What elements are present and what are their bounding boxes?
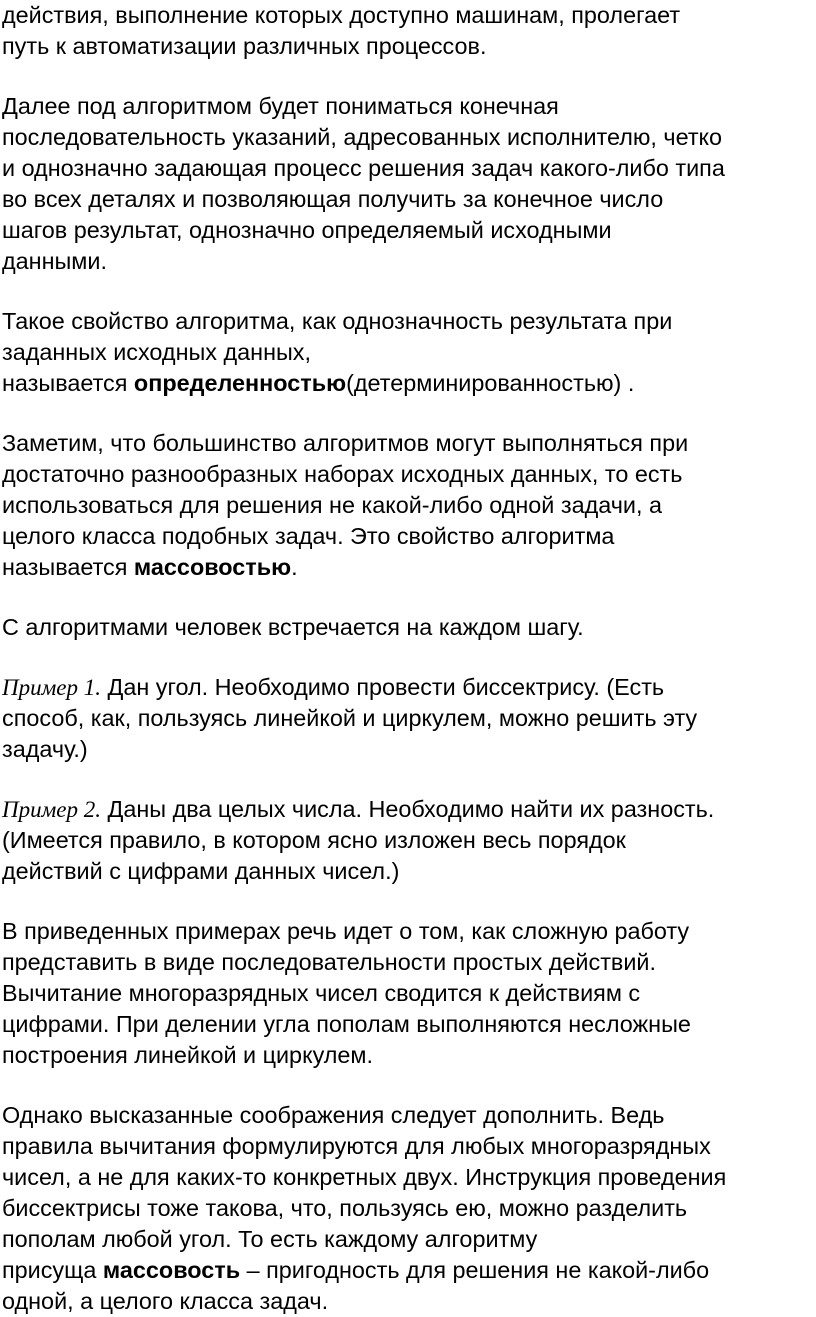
text-line — [2, 1009, 814, 1040]
text-line — [2, 1100, 814, 1131]
text-run: достаточно разнообразных наборах исходных данных, то есть — [2, 461, 683, 487]
text-line — [2, 459, 814, 490]
text-run: использоваться для решения не какой-либо одной задачи, а — [2, 492, 662, 518]
text-run: действий с цифрами данных чисел.) — [2, 858, 400, 884]
text-line — [2, 1131, 814, 1162]
text-run: целого класса подобных задач. Это свойство алгоритма — [2, 523, 615, 549]
text-line — [2, 1040, 814, 1071]
text-line — [2, 734, 814, 765]
paragraph — [2, 1100, 814, 1317]
text-line — [2, 978, 814, 1009]
paragraph — [2, 428, 814, 583]
text-line — [2, 306, 814, 337]
text-line — [2, 612, 814, 643]
text-run: способ, как, пользуясь линейкой и циркулем, можно решить эту — [2, 705, 698, 731]
paragraph — [2, 612, 814, 643]
paragraph-gap — [2, 399, 814, 428]
paragraph — [2, 0, 814, 62]
paragraph — [2, 794, 814, 887]
text-run: Такое свойство алгоритма, как однозначность результата при — [2, 308, 673, 334]
text-run: чисел, а не для каких-то конкретных двух. Инструкция проведения — [2, 1164, 727, 1190]
text-line — [2, 825, 814, 856]
text-run: последовательность указаний, адресованных исполнителю, четко — [2, 124, 723, 150]
text-run: и однозначно задающая процесс решения задач какого-либо типа — [2, 155, 725, 181]
paragraph — [2, 91, 814, 277]
text-line — [2, 184, 814, 215]
text-run: построения линейкой и циркулем. — [2, 1042, 373, 1068]
paragraph-gap — [2, 765, 814, 794]
text-run: Даны два целых числа. Необходимо найти их разность. — [101, 796, 715, 822]
text-run: путь к автоматизации различных процессов. — [2, 33, 487, 59]
text-run: заданных исходных данных, — [2, 339, 311, 365]
text-line — [2, 1162, 814, 1193]
text-line — [2, 368, 814, 399]
text-run: правила вычитания формулируются для любых многоразрядных — [2, 1133, 711, 1159]
text-line — [2, 215, 814, 246]
text-line — [2, 0, 814, 31]
text-run: . — [291, 554, 298, 580]
text-run: Далее под алгоритмом будет пониматься конечная — [2, 93, 559, 119]
text-line — [2, 337, 814, 368]
text-run: Дан угол. Необходимо провести биссектрису. (Есть — [101, 674, 665, 700]
text-line — [2, 153, 814, 184]
paragraph-gap — [2, 277, 814, 306]
text-run: действия, выполнение которых доступно машинам, пролегает — [2, 2, 681, 28]
example-label: Пример 1. — [2, 675, 101, 700]
text-run: цифрами. При делении угла пополам выполняются несложные — [2, 1011, 691, 1037]
paragraph-gap — [2, 583, 814, 612]
text-run: биссектрисы тоже такова, что, пользуясь ею, можно разделить — [2, 1195, 688, 1221]
text-line — [2, 1224, 814, 1255]
paragraph-gap — [2, 643, 814, 672]
text-line — [2, 246, 814, 277]
text-line — [2, 31, 814, 62]
text-run: (Имеется правило, в котором ясно изложен весь порядок — [2, 827, 626, 853]
bold-term: массовостью — [133, 554, 292, 580]
paragraph — [2, 672, 814, 765]
text-line — [2, 428, 814, 459]
text-line — [2, 1286, 814, 1317]
paragraph — [2, 306, 814, 399]
text-run: пополам любой угол. То есть каждому алгоритму — [2, 1226, 538, 1252]
text-run: – пригодность для решения не какой-либо — [240, 1257, 710, 1283]
text-line — [2, 91, 814, 122]
text-line — [2, 552, 814, 583]
text-run: Однако высказанные соображения следует дополнить. Ведь — [2, 1102, 665, 1128]
text-line — [2, 703, 814, 734]
text-line — [2, 672, 814, 703]
text-line — [2, 947, 814, 978]
text-run: задачу.) — [2, 736, 88, 762]
text-run: называется — [2, 370, 134, 396]
text-line — [2, 521, 814, 552]
text-run: во всех деталях и позволяющая получить за конечное число — [2, 186, 664, 212]
paragraph — [2, 916, 814, 1071]
document-body — [2, 0, 814, 1317]
text-line — [2, 490, 814, 521]
text-run: данными. — [2, 248, 107, 274]
text-line — [2, 122, 814, 153]
text-run: представить в виде последовательности простых действий. — [2, 949, 656, 975]
text-run: Заметим, что большинство алгоритмов могут выполняться при — [2, 430, 689, 456]
text-line — [2, 794, 814, 825]
text-run: Вычитание многоразрядных чисел сводится к действиям с — [2, 980, 641, 1006]
text-run: (детерминированностью) . — [346, 370, 635, 396]
bold-term: массовость — [102, 1257, 241, 1283]
text-run: называется — [2, 554, 134, 580]
text-line — [2, 916, 814, 947]
paragraph-gap — [2, 887, 814, 916]
text-run: присуща — [2, 1257, 103, 1283]
example-label: Пример 2. — [2, 797, 101, 822]
paragraph-gap — [2, 1071, 814, 1100]
paragraph-gap — [2, 62, 814, 91]
bold-term: определенностью — [133, 370, 347, 396]
text-run: шагов результат, однозначно определяемый исходными — [2, 217, 612, 243]
text-line — [2, 1255, 814, 1286]
text-line — [2, 856, 814, 887]
text-run: В приведенных примерах речь идет о том, как сложную работу — [2, 918, 690, 944]
text-run: С алгоритмами человек встречается на каждом шагу. — [2, 614, 584, 640]
text-line — [2, 1193, 814, 1224]
text-run: одной, а целого класса задач. — [2, 1288, 329, 1314]
